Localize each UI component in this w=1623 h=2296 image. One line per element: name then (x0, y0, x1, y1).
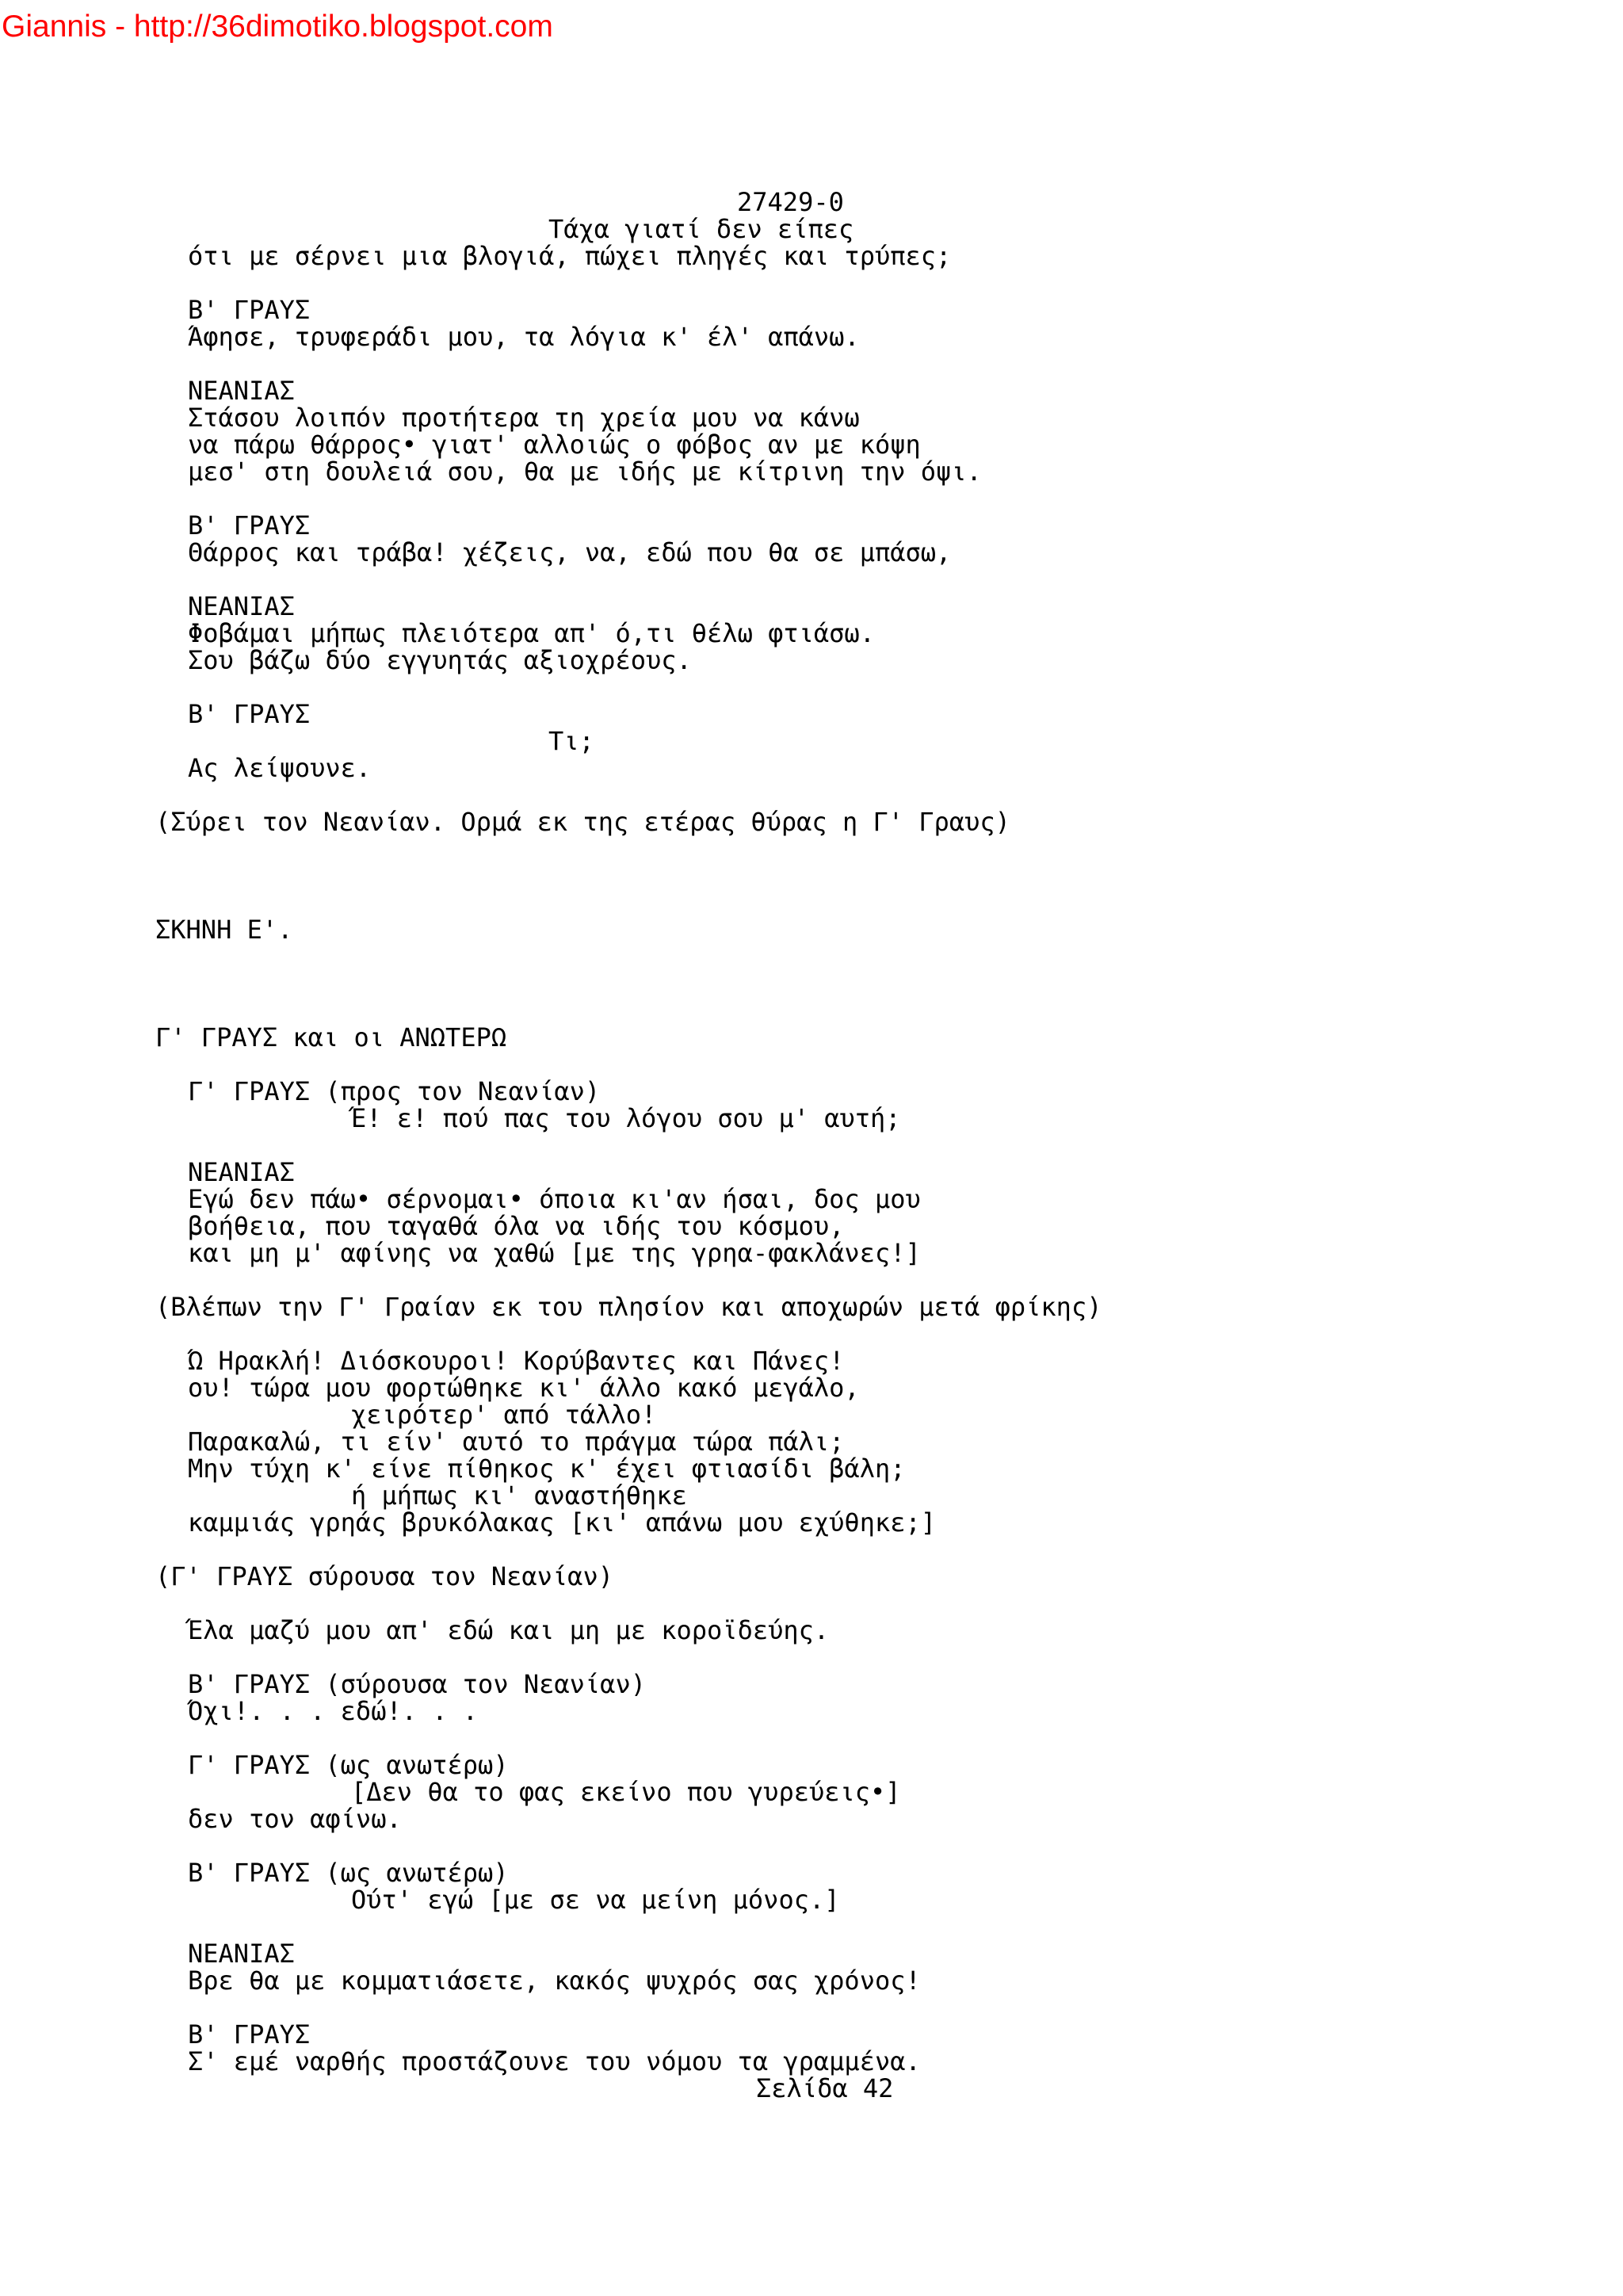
speaker-name: ΝΕΑΝΙΑΣ (188, 376, 295, 406)
stage-direction: (Γ' ΓΡΑΥΣ σύρουσα τον Νεανίαν) (155, 1561, 613, 1591)
speaker-name: Β' ΓΡΑΥΣ (188, 510, 311, 541)
stage-direction: (Σύρει τον Νεανίαν. Ορμά εκ της ετέρας θύρας η Γ' Γραυς) (155, 807, 1010, 837)
stage-direction: (Βλέπων την Γ' Γραίαν εκ του πλησίον και αποχωρών μετά φρίκης) (155, 1292, 1102, 1322)
script-line: Τάχα γιατί δεν είπες (548, 214, 854, 244)
speaker-name: ΝΕΑΝΙΑΣ (188, 591, 295, 621)
scene-characters: Γ' ΓΡΑΥΣ και οι ΑΝΩΤΕΡΩ (155, 1022, 507, 1052)
script-line: βοήθεια, που ταγαθά όλα να ιδής του κόσμου, (188, 1211, 845, 1241)
script-line: Τι; (548, 726, 594, 756)
speaker-name: ΝΕΑΝΙΑΣ (188, 1157, 295, 1187)
speaker-name: ΝΕΑΝΙΑΣ (188, 1939, 295, 1969)
script-page (0, 189, 1623, 2102)
script-line: Ούτ' εγώ [με σε να μείνη μόνος.] (351, 1885, 840, 1915)
speaker-name: Γ' ΓΡΑΥΣ (ως ανωτέρω) (188, 1750, 509, 1780)
script-line: ου! τώρα μου φορτώθηκε κι' άλλο κακό μεγάλο, (188, 1373, 860, 1403)
script-line: Βρε θα με κομματιάσετε, κακός ψυχρός σας χρόνος! (188, 1966, 921, 1996)
script-line: Σ' εμέ ναρθής προστάζουνε του νόμου τα γραμμένα. (188, 2046, 921, 2076)
page-code: 27429-0 (737, 187, 844, 217)
script-line: Θάρρος και τράβα! χέζεις, να, εδώ που θα σε μπάσω, (188, 537, 952, 567)
speaker-name: Β' ΓΡΑΥΣ (188, 295, 311, 325)
script-line: δεν τον αφίνω. (188, 1804, 402, 1834)
script-line: Ώ Ηρακλή! Διόσκουροι! Κορύβαντες και Πάνες! (188, 1346, 845, 1376)
script-line: χειρότερ' από τάλλο! (351, 1400, 657, 1430)
script-line: ότι με σέρνει μια βλογιά, πώχει πληγές και τρύπες; (188, 241, 952, 271)
script-line: Άφησε, τρυφεράδι μου, τα λόγια κ' έλ' απάνω. (188, 322, 860, 352)
script-line: Παρακαλώ, τι είν' αυτό το πράγμα τώρα πάλι; (188, 1427, 845, 1457)
script-line: [Δεν θα το φας εκείνο που γυρεύεις•] (351, 1777, 901, 1807)
script-line: Ας λείψουνε. (188, 753, 372, 783)
speaker-name: Β' ΓΡΑΥΣ (188, 2019, 311, 2050)
script-line: μεσ' στη δουλειά σου, θα με ιδής με κίτρινη την όψι. (188, 457, 982, 487)
script-line: Μην τύχη κ' είνε πίθηκος κ' έχει φτιασίδι βάλη; (188, 1454, 906, 1484)
script-line: ή μήπως κι' αναστήθηκε (351, 1480, 687, 1511)
speaker-name: Β' ΓΡΑΥΣ (188, 699, 311, 729)
script-line: να πάρω θάρρος• γιατ' αλλοιώς ο φόβος αν με κόψη (188, 430, 921, 460)
blog-header-link[interactable]: Giannis - http://36dimotiko.blogspot.com (2, 10, 553, 44)
page-number: Σελίδα 42 (756, 2073, 894, 2103)
speaker-name: Β' ΓΡΑΥΣ (σύρουσα τον Νεανίαν) (188, 1669, 646, 1699)
script-line: Στάσου λοιπόν προτήτερα τη χρεία μου να κάνω (188, 403, 860, 433)
scene-heading: ΣΚΗΝΗ Ε'. (155, 915, 293, 945)
script-line: Φοβάμαι μήπως πλειότερα απ' ό,τι θέλω φτιάσω. (188, 618, 875, 648)
speaker-name: Γ' ΓΡΑΥΣ (προς τον Νεανίαν) (188, 1076, 601, 1106)
script-line: και μη μ' αφίνης να χαθώ [με της γρηα-φακλάνες!] (188, 1238, 921, 1268)
script-line: Έλα μαζύ μου απ' εδώ και μη με κοροϊδεύης. (188, 1615, 830, 1645)
script-line: καμμιάς γρηάς βρυκόλακας [κι' απάνω μου εχύθηκε;] (188, 1507, 937, 1538)
speaker-name: Β' ΓΡΑΥΣ (ως ανωτέρω) (188, 1858, 509, 1888)
script-line: Εγώ δεν πάω• σέρνομαι• όποια κι'αν ήσαι, δος μου (188, 1184, 921, 1214)
script-line: Έ! ε! πού πας του λόγου σου μ' αυτή; (351, 1103, 901, 1133)
script-line: Σου βάζω δύο εγγυητάς αξιοχρέους. (188, 645, 692, 675)
script-line: Όχι!. . . εδώ!. . . (188, 1696, 479, 1726)
